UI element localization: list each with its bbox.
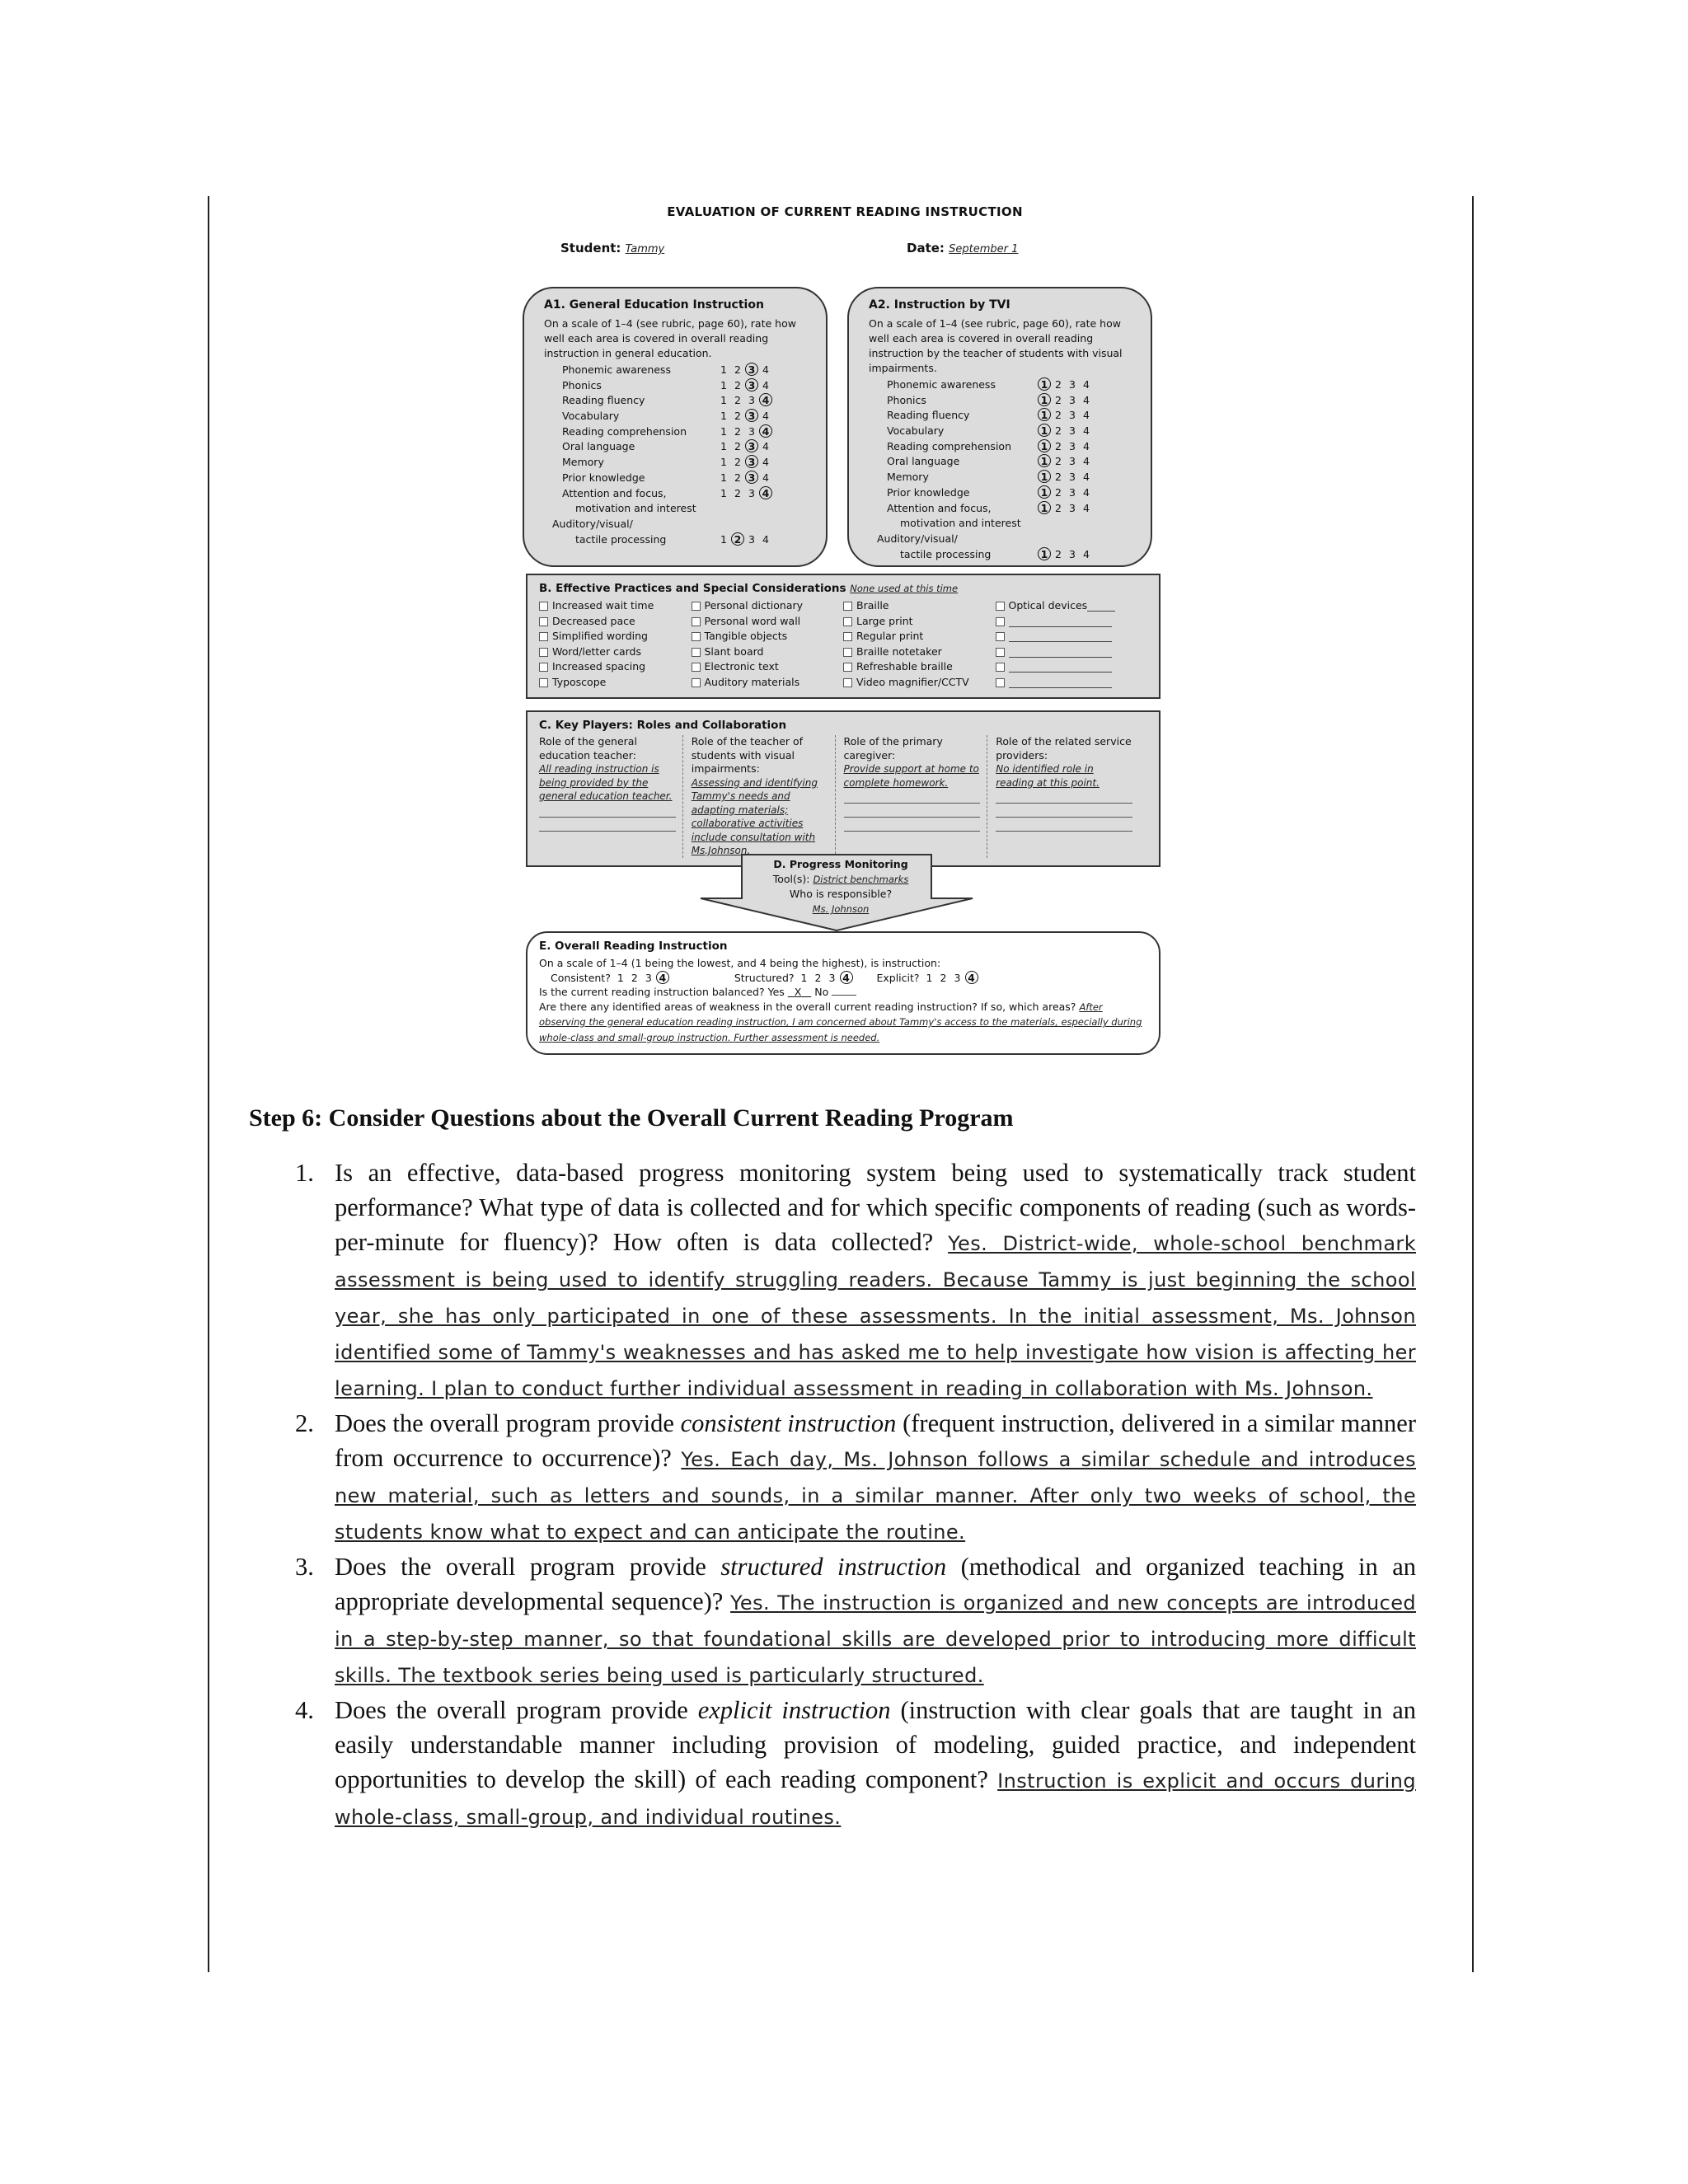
section-b	[526, 574, 1160, 699]
rating-3[interactable]: 3	[1069, 424, 1076, 438]
rating-2[interactable]: 2	[1055, 409, 1062, 422]
rating-3[interactable]: 3	[828, 971, 836, 984]
rating-1[interactable]: 1	[1038, 470, 1051, 483]
section-a2	[847, 287, 1152, 567]
rating-4[interactable]: 4	[762, 440, 769, 453]
b-col-2	[692, 598, 844, 690]
checkbox-item[interactable]	[996, 675, 1148, 691]
rating-2[interactable]: 2	[734, 424, 741, 438]
checkbox[interactable]	[996, 663, 1005, 672]
role-caregiver: Role of the primary caregiver: Provide support at home to complete homework.	[844, 735, 988, 858]
rating-1[interactable]: 1	[720, 363, 727, 376]
rating-4[interactable]: 4	[1083, 378, 1090, 391]
checkbox-item[interactable]	[996, 659, 1148, 675]
role-general-teacher: Role of the general education teacher: All reading instruction is being provided by the general education teacher.	[539, 735, 683, 858]
rating-3[interactable]: 3	[645, 971, 652, 984]
checkbox-item[interactable]	[996, 629, 1148, 644]
checkbox[interactable]	[843, 663, 852, 672]
rating-1[interactable]: 1	[720, 486, 727, 499]
b-col-4	[996, 598, 1148, 690]
rating-1[interactable]: 1	[720, 394, 727, 407]
rating-2[interactable]: 2	[734, 410, 741, 423]
rating-1[interactable]: 1	[926, 971, 933, 984]
rating-4[interactable]: 4	[762, 471, 769, 484]
rating-3[interactable]: 3	[1069, 409, 1076, 422]
checkbox-item[interactable]: Large print	[843, 614, 996, 630]
checkbox-item[interactable]: Regular print	[843, 629, 996, 644]
e-ratings: Consistent? 1 2 3 4 Structured? 1 2 3 4 Explicit? 1 2 3 4	[539, 971, 1147, 986]
rating-3[interactable]: 3	[745, 409, 758, 422]
left-margin-rule	[208, 196, 209, 1972]
checkbox-item[interactable]: Auditory materials	[692, 675, 844, 691]
b-col-1	[539, 598, 692, 690]
question-2: 2. Does the overall program provide consistent instruction (frequent instruction, delivered in a similar manner from occurrence to occurrence)? Yes. Each day, Ms. Johnson follows a similar schedule and introduces new material, such as letters and sounds, in a similar manner. After only two weeks of school, the students know what to expect and can anticipate the routine.	[295, 1409, 1417, 1544]
rating-1[interactable]: 1	[1038, 408, 1051, 421]
section-c	[526, 710, 1160, 867]
date-field: Date: September 1	[907, 241, 1019, 255]
checkbox[interactable]	[996, 678, 1005, 687]
rating-4[interactable]: 4	[1083, 424, 1090, 438]
checkbox[interactable]	[843, 617, 852, 626]
checkbox-item[interactable]: Personal dictionary	[692, 598, 844, 614]
rating-4[interactable]: 4	[1083, 409, 1090, 422]
checkbox[interactable]	[692, 602, 701, 611]
form-header	[511, 234, 1162, 267]
rating-2[interactable]: 2	[814, 971, 822, 984]
checkbox[interactable]	[692, 617, 701, 626]
a2-ratings	[869, 377, 1136, 562]
checkbox-item[interactable]: Decreased pace	[539, 614, 692, 630]
rating-row: Phonics 1 2 3 4	[869, 393, 1136, 409]
checkbox[interactable]	[539, 602, 548, 611]
b-note: None used at this time	[850, 583, 959, 594]
rating-row: Vocabulary 1 2 3 4	[544, 409, 811, 424]
answer-3: Yes. The instruction is organized and new concepts are introduced in a step-by-step manner, so that foundational skills are developed prior to introducing more difficult skills. The textbook series being used is particularly structured.	[335, 1591, 1416, 1687]
answer-1: Yes. District-wide, whole-school benchmark assessment is being used to identify struggling readers. Because Tammy is just beginning the school year, she has only participated in one of these assessments. In the initial assessment, Ms. Johnson identified some of Tammy's weaknesses and has asked me to help investigate how vision is affecting her learning. I plan to conduct further individual assessment in reading in collaboration with Ms. Johnson.	[335, 1232, 1416, 1400]
checkbox[interactable]	[539, 632, 548, 641]
a1-intro: On a scale of 1–4 (see rubric, page 60), rate how well each area is covered in overall reading instruction in general education.	[544, 317, 796, 359]
d-who-value: Ms. Johnson	[812, 903, 870, 915]
question-1: 1. Is an effective, data-based progress monitoring system being used to systematically track student performance? What type of data is collected and for which specific components of reading (such as words-per-minute for fluency)? How often is data collected? Yes. District-wide, whole-school benchmark assessment is being used to identify struggling readers. Because Tammy is just beginning the school year, she has only participated in one of these assessments. In the initial assessment, Ms. Johnson identified some of Tammy's weaknesses and has asked me to help investigate how vision is affecting her learning. I plan to conduct further individual assessment in reading in collaboration with Ms. Johnson.	[295, 1159, 1416, 1400]
rating-2[interactable]: 2	[1055, 547, 1062, 560]
rating-row-continuation: tactile processing 1 2 3 4	[869, 547, 1136, 563]
a1-title: A1. General Education Instruction	[544, 298, 764, 312]
rating-2[interactable]: 2	[731, 532, 744, 546]
rating-4[interactable]: 4	[840, 971, 853, 984]
checkbox-item[interactable]: Braille notetaker	[843, 644, 996, 660]
checkbox[interactable]	[692, 632, 701, 641]
rating-row: Reading fluency 1 2 3 4	[544, 393, 811, 409]
checkbox[interactable]	[843, 648, 852, 657]
rating-2[interactable]: 2	[1055, 455, 1062, 468]
rating-4[interactable]: 4	[759, 486, 772, 499]
rating-1[interactable]: 1	[1038, 393, 1051, 406]
rating-row: Phonemic awareness 1 2 3 4	[544, 363, 811, 378]
b-col-3	[843, 598, 996, 690]
rating-4[interactable]: 4	[762, 532, 769, 546]
checkbox-item[interactable]: Word/letter cards	[539, 644, 692, 660]
rating-3[interactable]: 3	[1069, 378, 1076, 391]
rating-4[interactable]: 4	[1083, 393, 1090, 406]
checkbox-item[interactable]	[996, 614, 1148, 630]
rating-3[interactable]: 3	[745, 439, 758, 452]
role-tvi: Role of the teacher of students with visual impairments: Assessing and identifying Tammy's needs and adapting materials; collaborative activities include consultation with Ms.Johnson.	[692, 735, 836, 858]
rating-4[interactable]: 4	[762, 378, 769, 391]
rating-1[interactable]: 1	[720, 410, 727, 423]
section-a1	[523, 287, 828, 567]
checkbox-item[interactable]: Increased spacing	[539, 659, 692, 675]
rating-1[interactable]: 1	[1038, 547, 1051, 560]
evaluation-form	[511, 204, 1162, 1043]
rating-1[interactable]: 1	[720, 440, 727, 453]
rating-row: Prior knowledge 1 2 3 4	[869, 485, 1136, 501]
rating-row: Attention and focus, 1 2 3 4	[869, 501, 1136, 517]
rating-row: Attention and focus, 1 2 3 4	[544, 486, 811, 502]
checkbox-item[interactable]: Personal word wall	[692, 614, 844, 630]
d-tools: Tool(s): District benchmarks	[772, 873, 909, 885]
form-title: EVALUATION OF CURRENT READING INSTRUCTION	[667, 204, 1023, 219]
checkbox[interactable]	[843, 678, 852, 687]
rating-2[interactable]: 2	[734, 378, 741, 391]
rating-3[interactable]: 3	[1069, 547, 1076, 560]
rating-2[interactable]: 2	[734, 471, 741, 484]
step6-heading: Step 6: Consider Questions about the Overall Current Reading Program	[249, 1104, 1014, 1132]
checkbox[interactable]	[539, 617, 548, 626]
rating-2[interactable]: 2	[734, 440, 741, 453]
rating-2[interactable]: 2	[1055, 439, 1062, 452]
rating-row: Memory 1 2 3 4	[869, 470, 1136, 485]
rating-4[interactable]: 4	[759, 393, 772, 406]
rating-3[interactable]: 3	[745, 471, 758, 484]
e-weakness-answer: After observing the general education reading instruction, I am concerned about Tammy's access to the materials, especially during whole-class and small-group instruction. Further assessment is needed.	[539, 1001, 1142, 1043]
rating-4[interactable]: 4	[1083, 547, 1090, 560]
rating-row: Memory 1 2 3 4	[544, 455, 811, 471]
rating-2[interactable]: 2	[940, 971, 947, 984]
rating-1[interactable]: 1	[1038, 454, 1051, 467]
rating-row: Phonics 1 2 3 4	[544, 378, 811, 394]
checkbox-item[interactable]: Electronic text	[692, 659, 844, 675]
rating-1[interactable]: 1	[1038, 439, 1051, 452]
rating-row-continuation: motivation and interest	[900, 517, 1021, 530]
checkbox[interactable]	[996, 648, 1005, 657]
checkbox-item[interactable]: Slant board	[692, 644, 844, 660]
right-margin-rule	[1472, 196, 1474, 1972]
section-e	[526, 931, 1160, 1055]
rating-1[interactable]: 1	[800, 971, 808, 984]
rating-3[interactable]: 3	[748, 532, 755, 546]
e-title: E. Overall Reading Instruction	[539, 940, 728, 953]
a2-title: A2. Instruction by TVI	[869, 298, 1010, 312]
c-title: C. Key Players: Roles and Collaboration	[539, 719, 787, 732]
student-value: Tammy	[625, 243, 665, 255]
rating-1[interactable]: 1	[1038, 424, 1051, 437]
rating-2[interactable]: 2	[734, 486, 741, 499]
answer-2: Yes. Each day, Ms. Johnson follows a similar schedule and introduces new material, such as letters and sounds, in a similar manner. After only two weeks of school, the students know what to expect and can anticipate the routine.	[335, 1448, 1417, 1544]
rating-row-continuation: motivation and interest	[575, 502, 696, 515]
rating-3[interactable]: 3	[1069, 393, 1076, 406]
rating-1[interactable]: 1	[1038, 377, 1051, 391]
rating-1[interactable]: 1	[720, 424, 727, 438]
rating-1[interactable]: 1	[1038, 501, 1051, 514]
checkbox-item[interactable]: Increased wait time	[539, 598, 692, 614]
rating-2[interactable]: 2	[1055, 485, 1062, 499]
rating-3[interactable]: 3	[748, 486, 755, 499]
rating-4[interactable]: 4	[762, 410, 769, 423]
rating-2[interactable]: 2	[1055, 378, 1062, 391]
rating-2[interactable]: 2	[734, 394, 741, 407]
rating-row: Reading comprehension 1 2 3 4	[544, 424, 811, 440]
rating-4[interactable]: 4	[965, 971, 978, 984]
checkbox[interactable]	[692, 648, 701, 657]
role-related-services: Role of the related service providers: No identified role in reading at this point.	[996, 735, 1139, 858]
checkbox-item[interactable]: Video magnifier/CCTV	[843, 675, 996, 691]
student-field: Student: Tammy	[560, 241, 665, 255]
rating-4[interactable]: 4	[1083, 455, 1090, 468]
rating-row: Oral language 1 2 3 4	[869, 454, 1136, 470]
rating-2[interactable]: 2	[1055, 424, 1062, 438]
rating-4[interactable]: 4	[1083, 501, 1090, 514]
rating-4[interactable]: 4	[1083, 439, 1090, 452]
rating-3[interactable]: 3	[954, 971, 961, 984]
rating-2[interactable]: 2	[1055, 471, 1062, 484]
d-who: Who is responsible?	[789, 888, 893, 900]
rating-3[interactable]: 3	[1069, 471, 1076, 484]
rating-1[interactable]: 1	[720, 471, 727, 484]
rating-row: Prior knowledge 1 2 3 4	[544, 471, 811, 486]
rating-3[interactable]: 3	[745, 378, 758, 391]
rating-2[interactable]: 2	[1055, 501, 1062, 514]
a2-intro: On a scale of 1–4 (see rubric, page 60), rate how well each area is covered in overall reading instruction by the teacher of students with visual impairments.	[869, 317, 1123, 374]
rating-3[interactable]: 3	[1069, 439, 1076, 452]
d-title: D. Progress Monitoring	[773, 858, 908, 870]
checkbox-item[interactable]: Typoscope	[539, 675, 692, 691]
rating-4[interactable]: 4	[1083, 471, 1090, 484]
rating-3[interactable]: 3	[745, 363, 758, 376]
rating-1[interactable]: 1	[617, 971, 624, 984]
e-weakness: Are there any identified areas of weakness in the overall current reading instruction? If so, which areas? After observing the general education reading instruction, I am concerned about Tammy's access to the materials, especially during whole-class and small-group instruction. Further assessment is needed.	[539, 1000, 1142, 1043]
rating-3[interactable]: 3	[748, 424, 755, 438]
checkbox[interactable]	[539, 678, 548, 687]
rating-row: Auditory/visual/	[877, 532, 958, 545]
rating-3[interactable]: 3	[1069, 485, 1076, 499]
rating-1[interactable]: 1	[1038, 485, 1051, 499]
rating-4[interactable]: 4	[762, 456, 769, 469]
rating-row: Reading fluency 1 2 3 4	[869, 408, 1136, 424]
checkbox[interactable]	[843, 602, 852, 611]
a1-ratings	[544, 363, 811, 547]
rating-4[interactable]: 4	[656, 971, 669, 984]
checkbox[interactable]	[996, 632, 1005, 641]
checkbox-item[interactable]: Tangible objects	[692, 629, 844, 644]
rating-1[interactable]: 1	[720, 378, 727, 391]
checkbox[interactable]	[539, 648, 548, 657]
checkbox[interactable]	[692, 678, 701, 687]
checkbox[interactable]	[843, 632, 852, 641]
rating-3[interactable]: 3	[1069, 455, 1076, 468]
answer-4: Instruction is explicit and occurs during whole-class, small-group, and individual routines.	[335, 1769, 1417, 1829]
checkbox[interactable]	[692, 663, 701, 672]
rating-row: Vocabulary 1 2 3 4	[869, 424, 1136, 439]
rating-2[interactable]: 2	[734, 363, 741, 376]
checkbox[interactable]	[539, 663, 548, 672]
checkbox-item[interactable]	[996, 644, 1148, 660]
rating-4[interactable]: 4	[762, 363, 769, 376]
question-4: 4. Does the overall program provide explicit instruction (instruction with clear goals that are taught in an easily understandable manner including provision of modeling, guided practice, and independent opportunities to develop the skill) of each reading component? Instruction is explicit and occurs during whole-class, small-group, and individual routines.	[295, 1696, 1417, 1829]
rating-2[interactable]: 2	[734, 456, 741, 469]
rating-3[interactable]: 3	[745, 455, 758, 468]
rating-4[interactable]: 4	[1083, 485, 1090, 499]
rating-row: Auditory/visual/	[552, 517, 633, 530]
rating-1[interactable]: 1	[720, 456, 727, 469]
rating-row: Reading comprehension 1 2 3 4	[869, 439, 1136, 455]
rating-row: Phonemic awareness 1 2 3 4	[869, 377, 1136, 393]
step6-questions	[295, 1155, 1416, 1835]
rating-1[interactable]: 1	[720, 532, 727, 546]
checkbox[interactable]	[996, 617, 1005, 626]
rating-row-continuation: tactile processing 1 2 3 4	[544, 532, 811, 548]
e-balanced: Is the current reading instruction balanced? Yes X No	[539, 985, 1147, 1000]
rating-2[interactable]: 2	[1055, 393, 1062, 406]
rating-2[interactable]: 2	[631, 971, 638, 984]
rating-row: Oral language 1 2 3 4	[544, 439, 811, 455]
date-value: September 1	[949, 243, 1019, 255]
checkbox[interactable]	[996, 602, 1005, 611]
rating-4[interactable]: 4	[759, 424, 772, 438]
checkbox-item[interactable]: Optical devices	[996, 598, 1148, 614]
e-scale: On a scale of 1–4 (1 being the lowest, and 4 being the highest), is instruction:	[539, 957, 941, 969]
question-3: 3. Does the overall program provide structured instruction (methodical and organized teaching in an appropriate developmental sequence)? Yes. The instruction is organized and new concepts are introduced in a step-by-step manner, so that foundational skills are developed prior to introducing more difficult skills. The textbook series being used is particularly structured.	[295, 1553, 1417, 1687]
checkbox-item[interactable]: Simplified wording	[539, 629, 692, 644]
rating-3[interactable]: 3	[748, 394, 755, 407]
checkbox-item[interactable]: Refreshable braille	[843, 659, 996, 675]
b-title: B. Effective Practices and Special Considerations None used at this time	[539, 582, 959, 595]
rating-3[interactable]: 3	[1069, 501, 1076, 514]
checkbox-item[interactable]: Braille	[843, 598, 996, 614]
